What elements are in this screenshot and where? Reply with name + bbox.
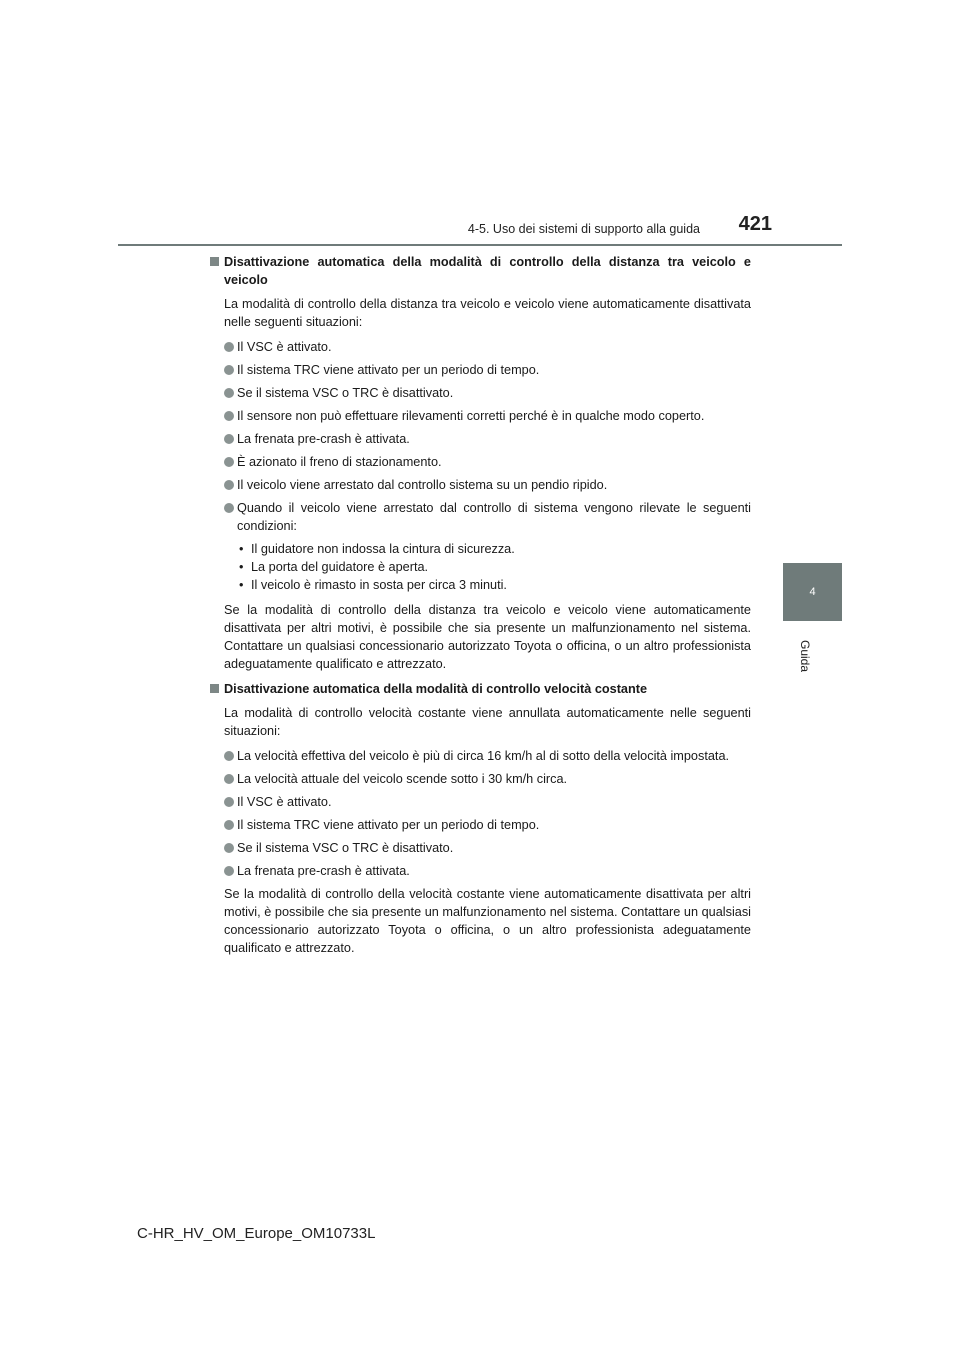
section-intro: La modalità di controllo velocità costante viene annullata automaticamente nelle seguenti situazioni:: [224, 706, 751, 738]
dot-marker-icon: •: [239, 560, 244, 574]
list-item: [210, 770, 751, 788]
section-heading: [210, 680, 751, 698]
list-item-text: Il sistema TRC viene attivato per un periodo di tempo.: [237, 818, 540, 832]
header-divider: [118, 244, 842, 246]
page-header: [118, 208, 842, 248]
circle-bullet-icon: [224, 365, 234, 375]
list-item: [210, 453, 751, 471]
sub-list-item: [237, 576, 751, 594]
list-item-text: Il VSC è attivato.: [237, 795, 332, 809]
section-title: 4-5. Uso dei sistemi di supporto alla guida: [467, 222, 700, 236]
list-item-text: Se il sistema VSC o TRC è disattivato.: [237, 841, 454, 855]
list-item-text: Il sensore non può effettuare rilevamenti corretti perché è in qualche modo coperto.: [237, 409, 705, 423]
section-heading-text: Disattivazione automatica della modalità di controllo velocità costante: [224, 682, 648, 696]
list-item: [210, 407, 751, 425]
list-item: [210, 816, 751, 834]
sub-list-item: [237, 540, 751, 558]
dot-marker-icon: •: [239, 578, 244, 592]
list-item: [210, 476, 751, 494]
list-item-text: Il sistema TRC viene attivato per un periodo di tempo.: [237, 363, 540, 377]
document-id: C-HR_HV_OM_Europe_OM10733L: [137, 1225, 376, 1242]
page-content: [210, 253, 751, 964]
square-bullet-icon: [210, 257, 219, 266]
circle-bullet-icon: [224, 797, 234, 807]
list-item: [210, 839, 751, 857]
list-item-text: Quando il veicolo viene arrestato dal controllo di sistema vengono rilevate le seguenti condizioni:: [237, 501, 751, 533]
chapter-label: Guida: [798, 640, 812, 673]
circle-bullet-icon: [224, 457, 234, 467]
section-closing: Se la modalità di controllo della velocità costante viene automaticamente disattivata per altri motivi, è possibile che sia presente un malfunzionamento nel sistema. Contattare un qualsiasi concessionario autorizzato Toyota o officina, o un altro professionista adeguatamente qualificato e attrezzato.: [224, 887, 751, 955]
chapter-number: 4: [809, 586, 816, 598]
sub-list-item-text: Il veicolo è rimasto in sosta per circa 3 minuti.: [251, 578, 507, 592]
circle-bullet-icon: [224, 342, 234, 352]
list-item-text: Il VSC è attivato.: [237, 340, 332, 354]
list-item: [210, 430, 751, 448]
circle-bullet-icon: [224, 774, 234, 784]
list-item-text: Il veicolo viene arrestato dal controllo sistema su un pendio ripido.: [237, 478, 608, 492]
list-item-text: La frenata pre-crash è attivata.: [237, 864, 410, 878]
sub-list: [210, 540, 751, 594]
square-bullet-icon: [210, 684, 219, 693]
circle-bullet-icon: [224, 751, 234, 761]
sub-list-item: [237, 558, 751, 576]
circle-bullet-icon: [224, 503, 234, 513]
circle-bullet-icon: [224, 866, 234, 876]
list-item-text: Se il sistema VSC o TRC è disattivato.: [237, 386, 454, 400]
list-item-text: La frenata pre-crash è attivata.: [237, 432, 410, 446]
sub-list-item-text: Il guidatore non indossa la cintura di sicurezza.: [251, 542, 515, 556]
circle-bullet-icon: [224, 411, 234, 421]
list-item: [210, 499, 751, 535]
section-intro: La modalità di controllo della distanza tra veicolo e veicolo viene automaticamente disattivata nelle seguenti situazioni:: [224, 297, 751, 329]
list-item: [210, 862, 751, 880]
section-heading-text: Disattivazione automatica della modalità di controllo della distanza tra veicolo e veicolo: [224, 255, 751, 287]
list-item: [210, 338, 751, 356]
section-heading: [210, 253, 751, 289]
chapter-tab: [783, 563, 842, 621]
page-number: 421: [738, 213, 772, 235]
circle-bullet-icon: [224, 388, 234, 398]
dot-marker-icon: •: [239, 542, 244, 556]
list-item-text: La velocità attuale del veicolo scende sotto i 30 km/h circa.: [237, 772, 568, 786]
list-item: [210, 361, 751, 379]
circle-bullet-icon: [224, 843, 234, 853]
circle-bullet-icon: [224, 480, 234, 490]
section-closing: Se la modalità di controllo della distanza tra veicolo e veicolo viene automaticamente disattivata per altri motivi, è possibile che sia presente un malfunzionamento nel sistema. Contattare un qualsiasi concessionario autorizzato Toyota o officina, o un altro professionista adeguatamente qualificato e attrezzato.: [224, 603, 751, 671]
circle-bullet-icon: [224, 434, 234, 444]
list-item-text: È azionato il freno di stazionamento.: [237, 455, 442, 469]
list-item: [210, 384, 751, 402]
list-item: [210, 747, 751, 765]
circle-bullet-icon: [224, 820, 234, 830]
list-item: [210, 793, 751, 811]
list-item-text: La velocità effettiva del veicolo è più di circa 16 km/h al di sotto della velocità impostata.: [237, 749, 730, 763]
sub-list-item-text: La porta del guidatore è aperta.: [251, 560, 429, 574]
